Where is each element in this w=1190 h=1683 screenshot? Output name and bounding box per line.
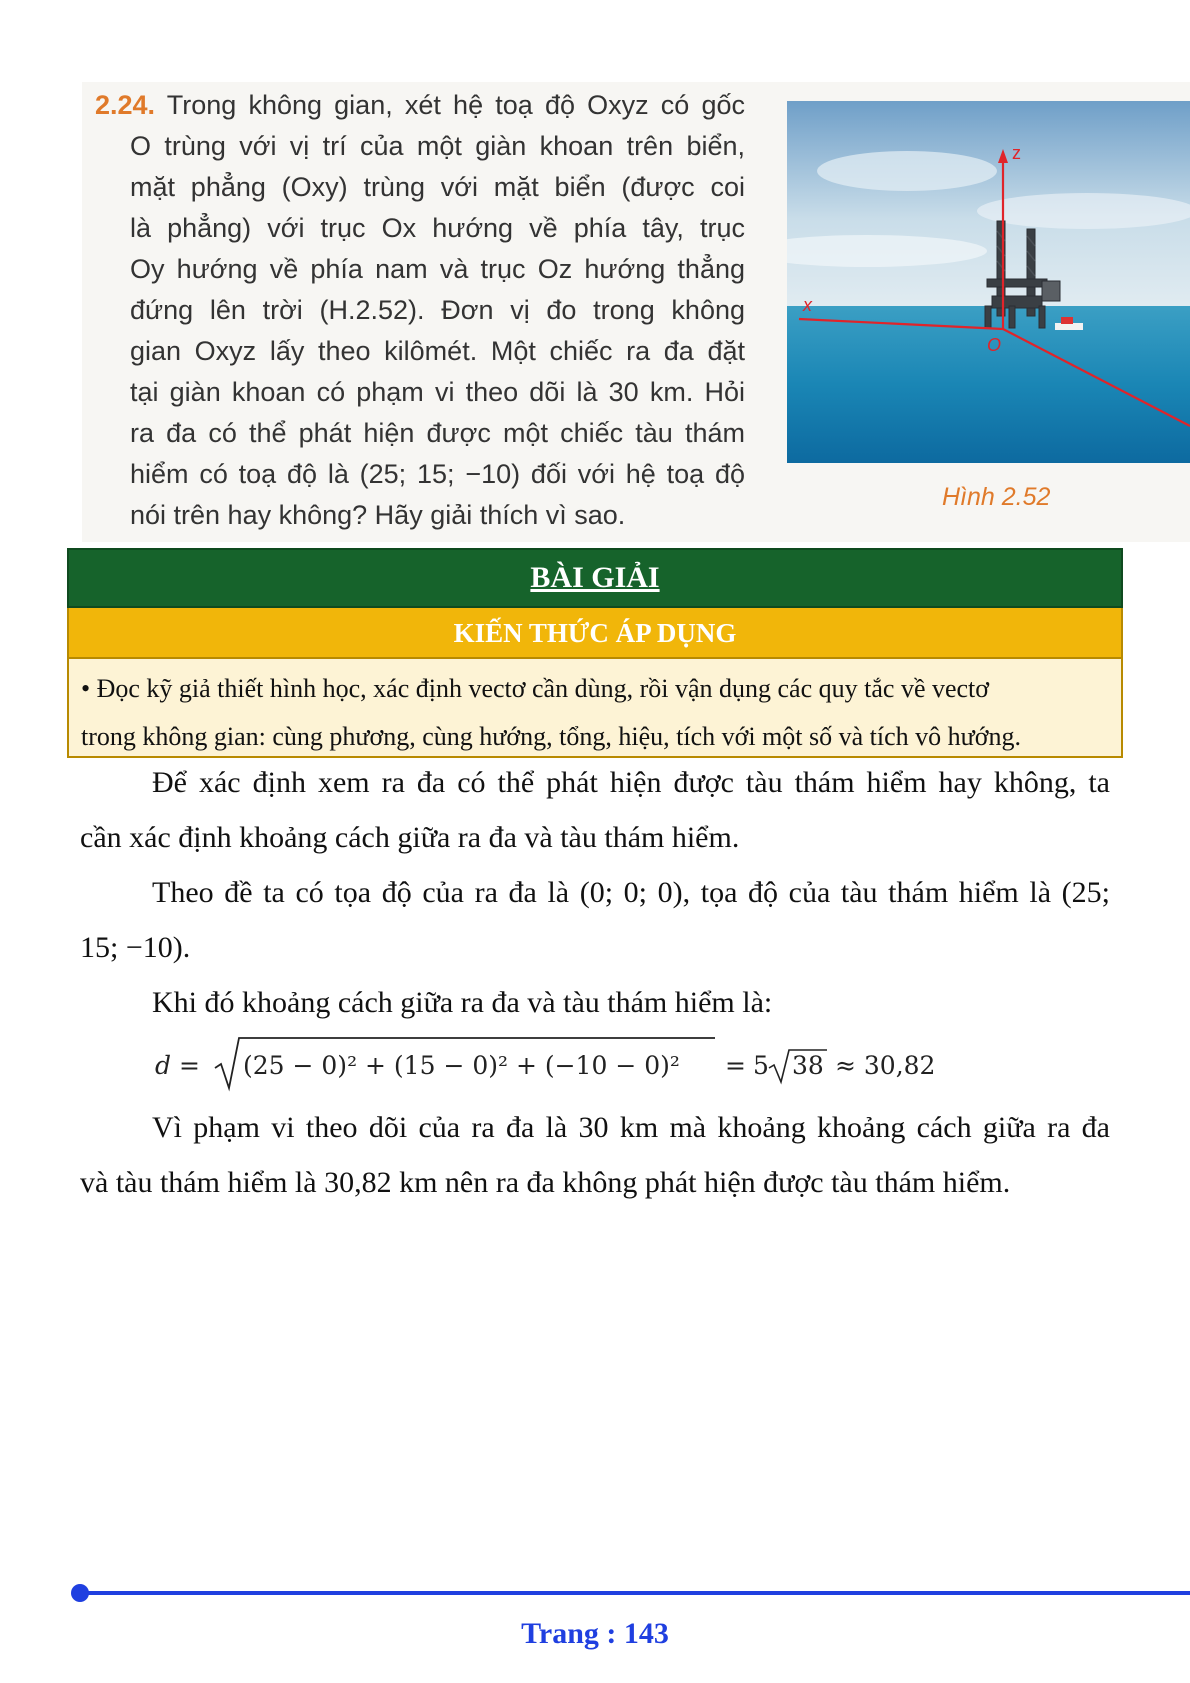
problem-line: hiểm có toạ độ là (25; 15; −10) đối với hệ toạ độ	[130, 459, 745, 489]
problem-line: O trùng với vị trí của một giàn khoan trên biển,	[130, 131, 745, 161]
formula-svg	[155, 1030, 975, 1100]
problem-line: Oy hướng về phía nam và trục Oz hướng thẳng	[130, 254, 745, 284]
problem-line: tại giàn khoan có phạm vi theo dõi là 30 km. Hỏi	[130, 377, 745, 407]
formula-eq: =	[725, 1051, 746, 1080]
problem-text	[95, 85, 745, 536]
problem-line: là phẳng) với trục Ox hướng về phía tây, trục	[130, 213, 745, 243]
footer-rule	[79, 1591, 1190, 1595]
paragraph-4: Vì phạm vi theo dõi của ra đa là 30 km mà khoảng khoảng cách giữa ra đa và tàu thám hiểm là 30,82 km nên ra đa không phát hiện được tàu thám hiểm.	[80, 1111, 1110, 1199]
problem-line: 2.24. Trong không gian, xét hệ toạ độ Oxyz có gốc	[95, 90, 746, 120]
problem-line: nói trên hay không? Hãy giải thích vì sao.	[130, 500, 626, 530]
formula-root: 38	[792, 1051, 824, 1080]
figure-caption: Hình 2.52	[942, 483, 1051, 511]
origin-label: O	[987, 335, 1002, 355]
solution-header: BÀI GIẢI	[67, 548, 1123, 608]
formula-coef: 5	[753, 1051, 769, 1080]
paragraph-2: Theo đề ta có tọa độ của ra đa là (0; 0; 0), tọa độ của tàu thám hiểm là (25; 15; −10).	[80, 876, 1110, 964]
distance-formula	[155, 1030, 975, 1100]
page-number: Trang : 143	[521, 1617, 669, 1650]
knowledge-header: KIẾN THỨC ÁP DỤNG	[67, 608, 1123, 659]
knowledge-line: • Đọc kỹ giả thiết hình học, xác định vectơ cần dùng, rồi vận dụng các quy tắc về vectơ	[81, 674, 990, 703]
oil-rig-figure	[787, 101, 1190, 463]
formula-approx: ≈ 30,82	[835, 1051, 936, 1080]
problem-line: ra đa có thể phát hiện được một chiếc tàu thám	[130, 418, 745, 448]
problem-number: 2.24.	[95, 90, 156, 120]
x-axis-label: x	[803, 295, 812, 315]
oil-rig-illustration	[787, 101, 1190, 463]
knowledge-line: trong không gian: cùng phương, cùng hướng, tổng, hiệu, tích với một số và tích vô hướng.	[81, 722, 1022, 751]
formula-radicand: (25 − 0)² + (15 − 0)² + (−10 − 0)²	[243, 1051, 680, 1080]
problem-line: mặt phẳng (Oxy) trùng với mặt biển (được coi	[130, 172, 745, 202]
paragraph-1: Để xác định xem ra đa có thể phát hiện được tàu thám hiểm hay không, ta cần xác định khoảng cách giữa ra đa và tàu thám hiểm.	[80, 766, 1110, 854]
problem-line: đứng lên trời (H.2.52). Đơn vị đo trong không	[130, 295, 745, 325]
footer-dot	[71, 1584, 89, 1602]
z-axis-label: z	[1012, 143, 1021, 163]
formula-lhs: d =	[155, 1051, 200, 1080]
problem-line: gian Oxyz lấy theo kilômét. Một chiếc ra đa đặt	[130, 336, 745, 366]
paragraph-3: Khi đó khoảng cách giữa ra đa và tàu thám hiểm là:	[152, 986, 773, 1019]
knowledge-box	[67, 659, 1123, 758]
